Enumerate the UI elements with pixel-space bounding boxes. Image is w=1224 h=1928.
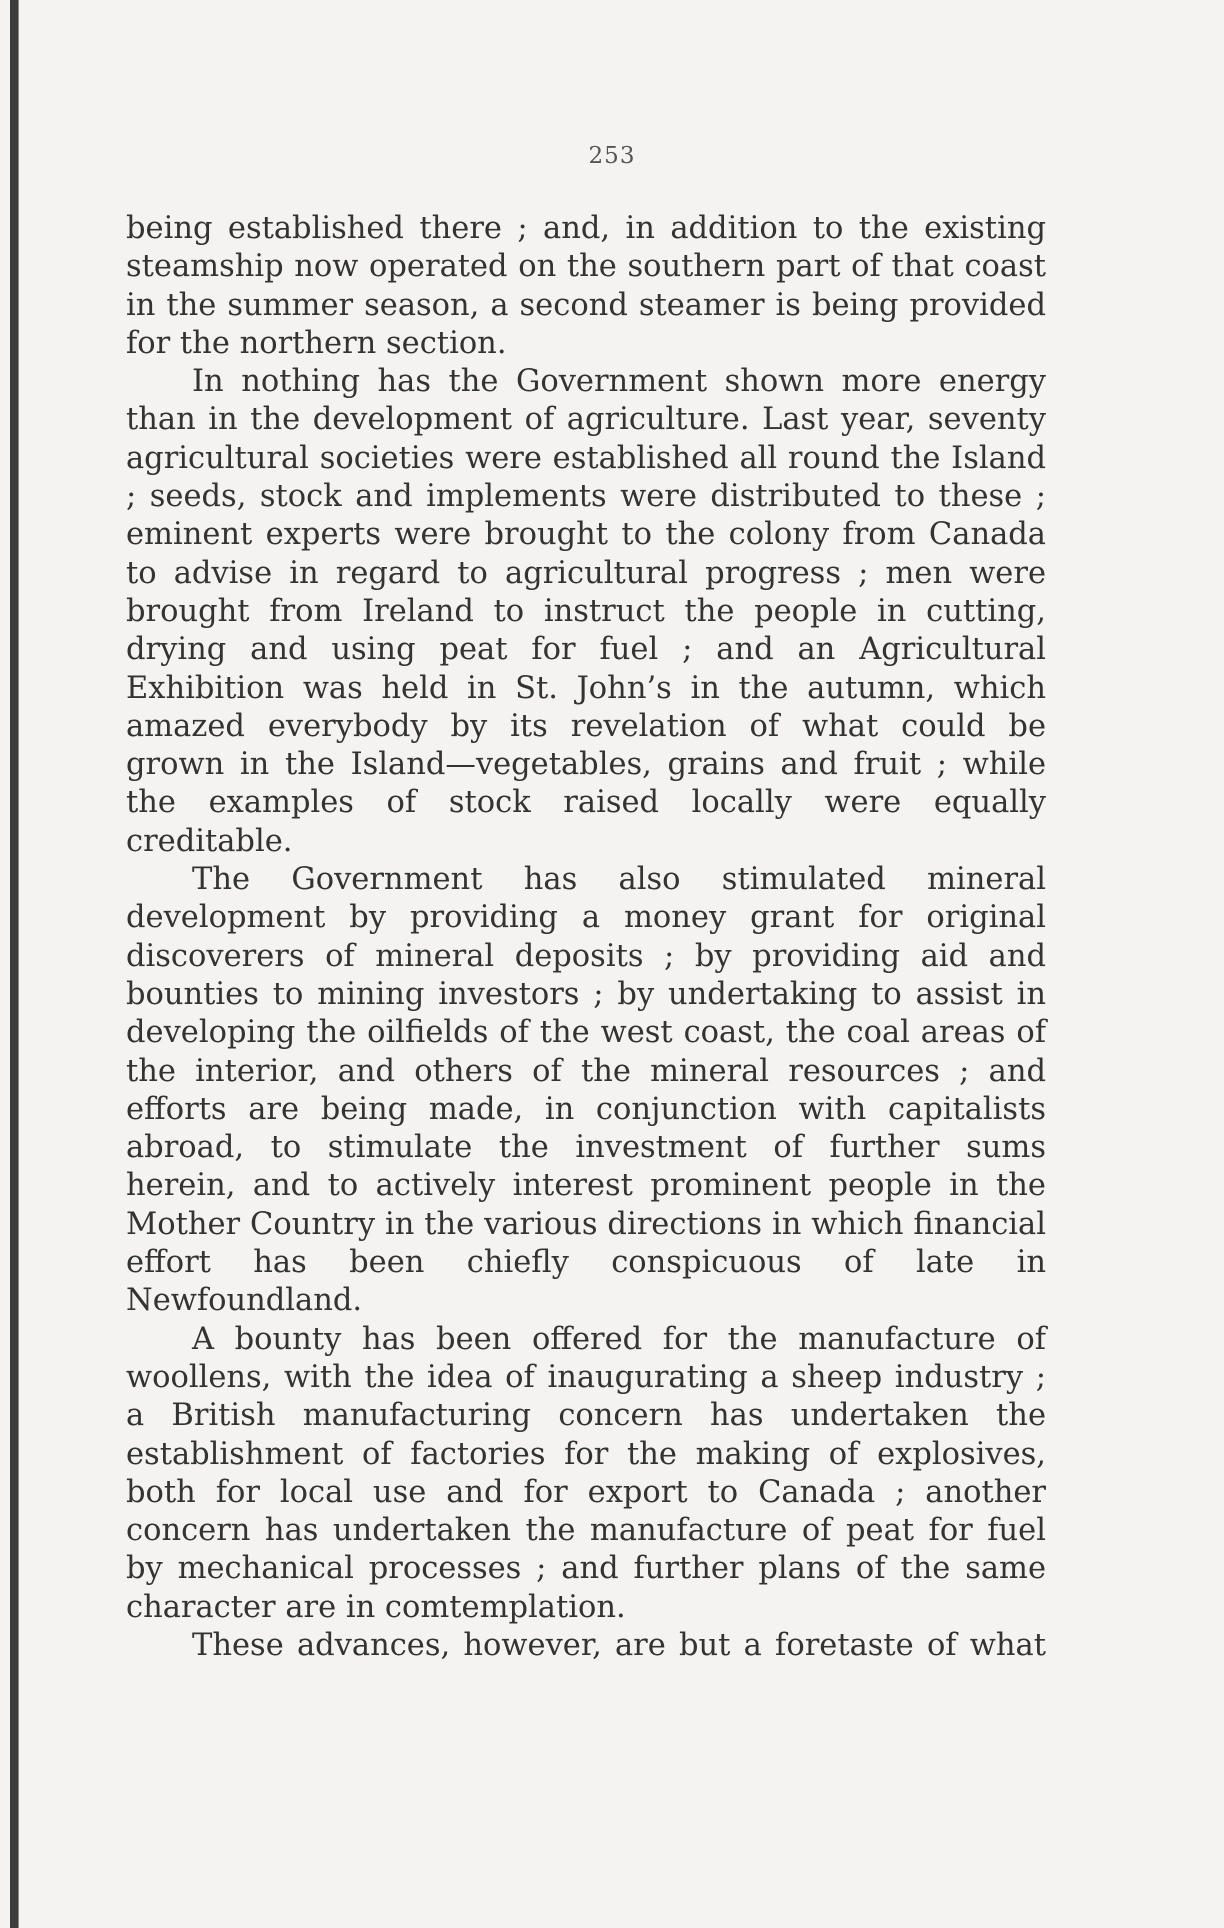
paragraph-agriculture: In nothing has the Government shown more energy than in the development of agriculture. Last year, seventy agricultural societies were established all round the Island ; seeds, stock and implements were distributed to these ; eminent experts were brought to the colony from Canada to advise in regard to agricultural progress ; men were brought from Ireland to instruct the people in cutting, drying and using peat for fuel ; and an Agricultural Exhibition was held in St. John’s in the autumn, which amazed everybody by its revelation of what could be grown in the Island—vegetables, grains and fruit ; while the examples of stock raised locally were equally creditable.	[126, 364, 1046, 859]
paragraph-continuation: being established there ; and, in addition to the existing steamship now operated on the southern part of that coast in the summer season, a second steamer is being provided for the northern section.	[126, 211, 1046, 361]
paragraph-industry-bounties: A bounty has been offered for the manufacture of woollens, with the idea of inaugurating a sheep industry ; a British manufacturing concern has undertaken the establishment of factories for the making of explosives, both for local use and for export to Canada ; another concern has undertaken the manufacture of peat for fuel by mechanical processes ; and further plans of the same character are in comtemplation.	[126, 1321, 1046, 1625]
page-body-text	[126, 210, 1046, 1665]
paragraph-mineral-development: The Government has also stimulated mineral development by providing a money grant for original discoverers of mineral deposits ; by providing aid and bounties to mining investors ; by undertaking to assist in developing the oilfields of the west coast, the coal areas of the interior, and others of the mineral resources ; and efforts are being made, in conjunction with capitalists abroad, to stimulate the investment of further sums herein, and to actively interest prominent people in the Mother Country in the various directions in which financial effort has been chiefly conspicuous of late in Newfoundland.	[126, 862, 1046, 1319]
paragraph-advances: These advances, however, are but a foretaste of what	[192, 1627, 1046, 1663]
book-spine-edge	[10, 0, 19, 1928]
page-number: 253	[588, 143, 636, 169]
